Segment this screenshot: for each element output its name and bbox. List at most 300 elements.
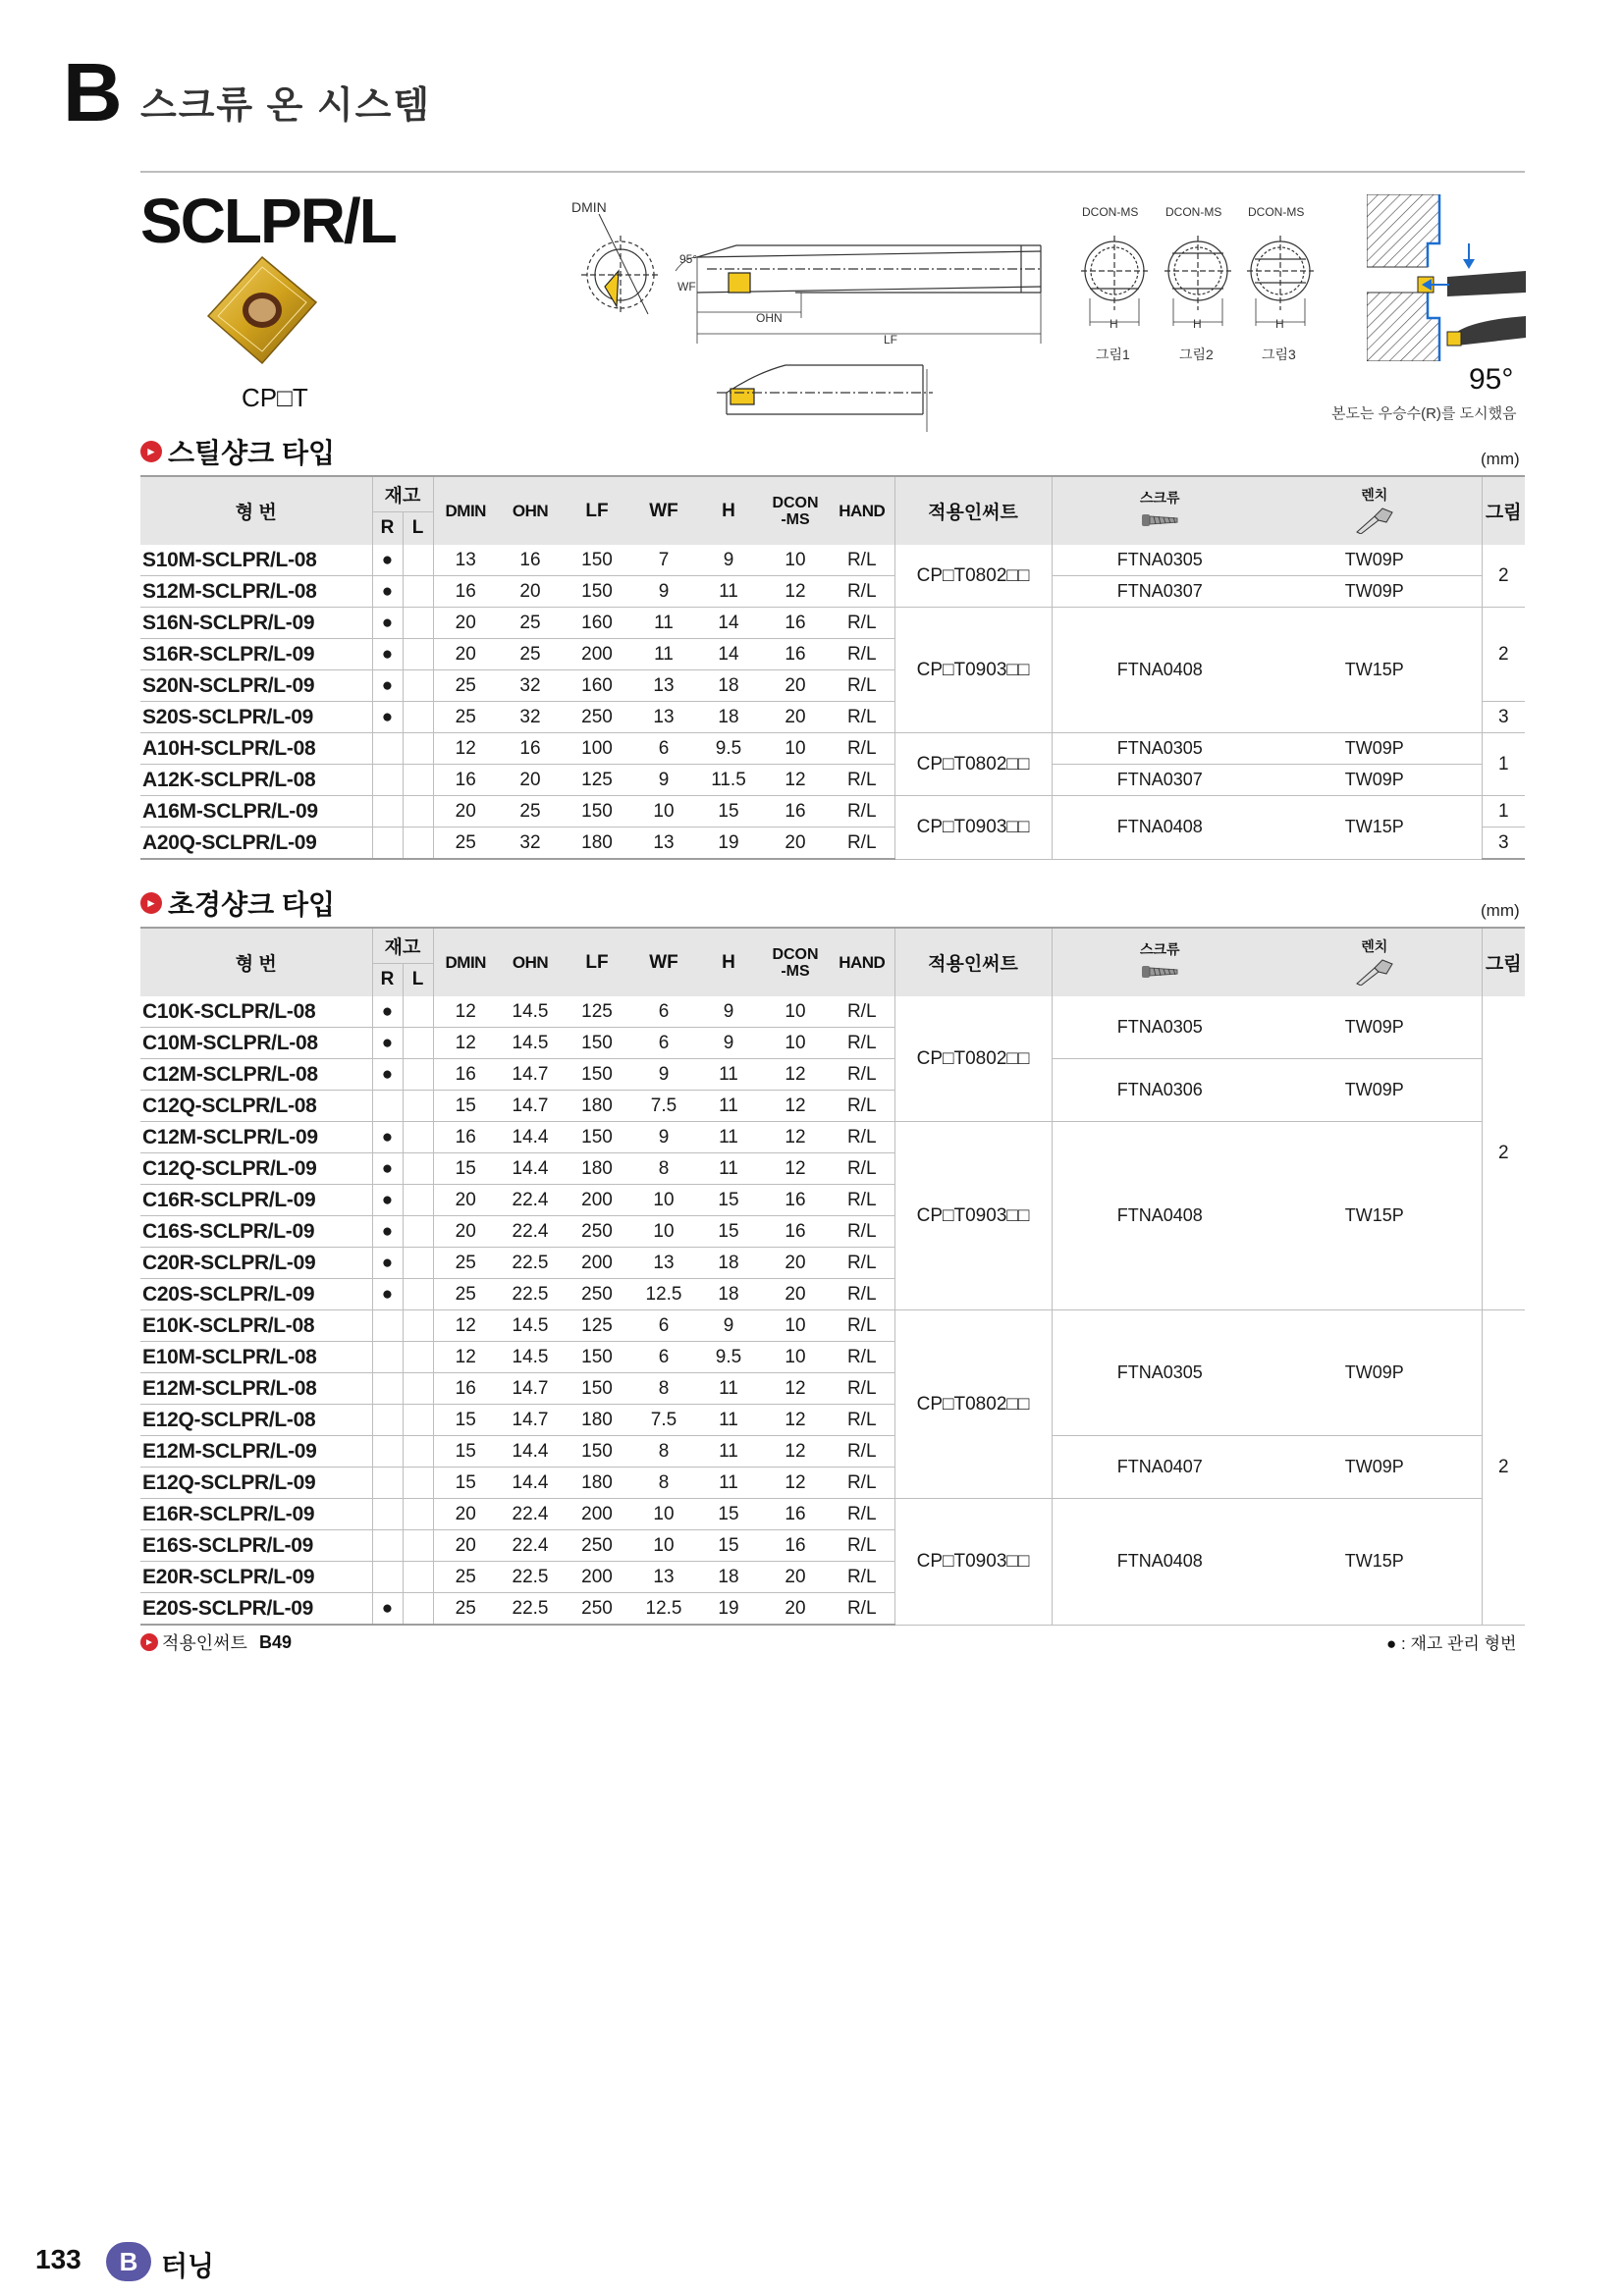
screw-cell: FTNA0408 (1052, 1499, 1268, 1626)
model-cell: C20S-SCLPR/L-09 (140, 1279, 372, 1310)
hand-cell: R/L (830, 670, 894, 702)
stock-r-cell: ● (372, 1279, 403, 1310)
stock-l-cell (403, 1405, 433, 1436)
insert-cell: CP□T0802□□ (894, 733, 1052, 796)
steel-shank-heading-text: 스틸샹크 타입 (168, 438, 336, 468)
model-cell: C12M-SCLPR/L-09 (140, 1122, 372, 1153)
model-cell: A12K-SCLPR/L-08 (140, 765, 372, 796)
dcon-cell: 10 (761, 1028, 830, 1059)
stock-l-cell (403, 639, 433, 670)
dcon-cell: 20 (761, 670, 830, 702)
dcon-cell: 12 (761, 765, 830, 796)
stock-l-cell (403, 1028, 433, 1059)
lf-cell: 150 (563, 576, 631, 608)
model-cell: A16M-SCLPR/L-09 (140, 796, 372, 828)
hand-cell: R/L (830, 1028, 894, 1059)
wf-cell: 6 (631, 1028, 696, 1059)
lf-cell: 125 (563, 996, 631, 1028)
stock-r-cell: ● (372, 1028, 403, 1059)
dmin-cell: 15 (433, 1153, 498, 1185)
figure-cell: 2 (1482, 608, 1525, 702)
h-label-3: H (1275, 317, 1284, 331)
dcon-cell: 12 (761, 1373, 830, 1405)
lf-cell: 200 (563, 639, 631, 670)
wrench-icon (1353, 505, 1396, 534)
table-row (140, 996, 1525, 1028)
h-cell: 11 (696, 1373, 761, 1405)
dcon-cell: 20 (761, 1593, 830, 1626)
figure-cell: 2 (1482, 1310, 1525, 1626)
stock-l-cell (403, 828, 433, 860)
wrench-icon (1353, 956, 1396, 986)
insert-reference-link[interactable] (140, 1629, 292, 1655)
col-insert: 적용인써트 (894, 476, 1052, 545)
insert-cell: CP□T0802□□ (894, 1310, 1052, 1499)
stock-r-cell: ● (372, 1153, 403, 1185)
h-cell: 9 (696, 1028, 761, 1059)
col-wf: WF (631, 476, 696, 545)
lf-cell: 150 (563, 1373, 631, 1405)
model-cell: E12M-SCLPR/L-08 (140, 1373, 372, 1405)
wrench-cell: TW15P (1268, 1499, 1482, 1626)
ohn-cell: 22.4 (498, 1185, 563, 1216)
h-cell: 9 (696, 996, 761, 1028)
lf-cell: 250 (563, 1216, 631, 1248)
dcon-ms-label-2: DCON-MS (1165, 205, 1222, 219)
ohn-cell: 22.5 (498, 1279, 563, 1310)
dcon-ms-label-1: DCON-MS (1082, 205, 1139, 219)
model-cell: C20R-SCLPR/L-09 (140, 1248, 372, 1279)
lf-cell: 150 (563, 796, 631, 828)
wrench-cell: TW09P (1268, 733, 1482, 765)
stock-l-cell (403, 1279, 433, 1310)
display-note: 본도는 우승수(R)를 도시했음 (1331, 405, 1517, 422)
stock-r-cell: ● (372, 1185, 403, 1216)
stock-l-cell (403, 670, 433, 702)
h-cell: 11 (696, 1122, 761, 1153)
screw-cell: FTNA0408 (1052, 796, 1268, 860)
dmin-cell: 13 (433, 545, 498, 576)
carbide-shank-heading (140, 883, 335, 923)
model-cell: C10K-SCLPR/L-08 (140, 996, 372, 1028)
wrench-cell: TW09P (1268, 1310, 1482, 1436)
h-cell: 19 (696, 1593, 761, 1626)
lf-cell: 180 (563, 1405, 631, 1436)
ohn-cell: 14.7 (498, 1405, 563, 1436)
stock-r-cell (372, 1562, 403, 1593)
hand-cell: R/L (830, 1248, 894, 1279)
dmin-cell: 20 (433, 796, 498, 828)
col-hand: HAND (830, 928, 894, 996)
stock-l-cell (403, 796, 433, 828)
dcon-cell: 20 (761, 702, 830, 733)
stock-r-cell (372, 1499, 403, 1530)
model-cell: S12M-SCLPR/L-08 (140, 576, 372, 608)
col-stock-l: L (403, 511, 433, 545)
lf-cell: 180 (563, 1091, 631, 1122)
stock-r-cell (372, 1468, 403, 1499)
lf-cell: 180 (563, 1468, 631, 1499)
ohn-cell: 14.5 (498, 1310, 563, 1342)
stock-r-cell: ● (372, 639, 403, 670)
hand-cell: R/L (830, 639, 894, 670)
stock-l-cell (403, 1248, 433, 1279)
fig1-label: 그림1 (1096, 347, 1130, 362)
insert-cell: CP□T0903□□ (894, 1499, 1052, 1626)
stock-r-cell (372, 1310, 403, 1342)
wrench-cell: TW09P (1268, 1059, 1482, 1122)
ohn-cell: 20 (498, 576, 563, 608)
hand-cell: R/L (830, 1310, 894, 1342)
screw-cell: FTNA0307 (1052, 576, 1268, 608)
steel-shank-table (140, 475, 1525, 860)
approach-angle: 95° (1469, 363, 1514, 396)
col-dcon-line1: DCON (772, 945, 819, 963)
dmin-cell: 12 (433, 1028, 498, 1059)
dmin-cell: 25 (433, 1562, 498, 1593)
lf-label: LF (884, 333, 898, 347)
stock-l-cell (403, 1373, 433, 1405)
dmin-cell: 25 (433, 702, 498, 733)
machining-section-diagram (1367, 194, 1526, 361)
ohn-cell: 20 (498, 765, 563, 796)
steel-unit: (mm) (1481, 450, 1520, 468)
h-cell: 19 (696, 828, 761, 860)
ohn-cell: 25 (498, 639, 563, 670)
hand-cell: R/L (830, 1091, 894, 1122)
ohn-cell: 22.5 (498, 1593, 563, 1626)
col-figure: 그림 (1482, 476, 1525, 545)
dmin-cell: 16 (433, 1059, 498, 1091)
hand-cell: R/L (830, 1185, 894, 1216)
stock-l-cell (403, 1499, 433, 1530)
dmin-cell: 12 (433, 1310, 498, 1342)
hand-cell: R/L (830, 1216, 894, 1248)
bullet-arrow-icon: ► (140, 892, 162, 914)
h-cell: 18 (696, 1248, 761, 1279)
dmin-cell: 16 (433, 765, 498, 796)
wf-cell: 6 (631, 996, 696, 1028)
dcon-cell: 12 (761, 1153, 830, 1185)
dcon-cell: 16 (761, 1530, 830, 1562)
h-cell: 15 (696, 796, 761, 828)
lf-cell: 160 (563, 608, 631, 639)
wrench-cell: TW09P (1268, 996, 1482, 1059)
figure-cell: 3 (1482, 828, 1525, 860)
h-cell: 18 (696, 702, 761, 733)
hand-cell: R/L (830, 702, 894, 733)
h-cell: 11.5 (696, 765, 761, 796)
stock-l-cell (403, 733, 433, 765)
dcon-cell: 10 (761, 1310, 830, 1342)
model-cell: C12Q-SCLPR/L-08 (140, 1091, 372, 1122)
col-dcon-line2: -MS (781, 962, 810, 980)
link-arrow-icon: ► (140, 1633, 158, 1651)
hand-cell: R/L (830, 996, 894, 1028)
insert-cell: CP□T0802□□ (894, 545, 1052, 608)
hand-cell: R/L (830, 1122, 894, 1153)
stock-l-cell (403, 1530, 433, 1562)
hand-cell: R/L (830, 1153, 894, 1185)
stock-r-cell: ● (372, 702, 403, 733)
ohn-cell: 14.5 (498, 1028, 563, 1059)
wf-cell: 12.5 (631, 1279, 696, 1310)
h-label-1: H (1110, 317, 1118, 331)
boring-bar-diagram (569, 196, 1051, 437)
h-cell: 15 (696, 1185, 761, 1216)
hand-cell: R/L (830, 1468, 894, 1499)
dcon-cell: 12 (761, 1122, 830, 1153)
col-insert: 적용인써트 (894, 928, 1052, 996)
dcon-cell: 20 (761, 828, 830, 860)
dmin-cell: 25 (433, 1279, 498, 1310)
stock-r-cell (372, 765, 403, 796)
lf-cell: 125 (563, 1310, 631, 1342)
stock-r-cell: ● (372, 545, 403, 576)
insert-cell: CP□T0903□□ (894, 796, 1052, 860)
h-cell: 11 (696, 1091, 761, 1122)
model-cell: C12Q-SCLPR/L-09 (140, 1153, 372, 1185)
insert-cell: CP□T0903□□ (894, 608, 1052, 733)
ohn-cell: 32 (498, 702, 563, 733)
hand-cell: R/L (830, 576, 894, 608)
h-cell: 18 (696, 670, 761, 702)
stock-l-cell (403, 1562, 433, 1593)
stock-r-cell: ● (372, 608, 403, 639)
lf-cell: 200 (563, 1499, 631, 1530)
stock-r-cell: ● (372, 996, 403, 1028)
table-row (140, 576, 1525, 608)
hand-cell: R/L (830, 1593, 894, 1626)
wf-cell: 13 (631, 1248, 696, 1279)
h-cell: 11 (696, 1059, 761, 1091)
figure-cell: 2 (1482, 996, 1525, 1310)
col-stock-r: R (372, 511, 403, 545)
h-cell: 9 (696, 1310, 761, 1342)
col-dcon-line2: -MS (781, 510, 810, 528)
dcon-cell: 16 (761, 1499, 830, 1530)
table-row (140, 1499, 1525, 1530)
table-row (140, 1059, 1525, 1091)
stock-l-cell (403, 1436, 433, 1468)
wrench-cell: TW09P (1268, 576, 1482, 608)
lf-cell: 160 (563, 670, 631, 702)
fig2-label: 그림2 (1179, 347, 1214, 362)
col-ohn: OHN (498, 928, 563, 996)
stock-r-cell (372, 828, 403, 860)
ohn-cell: 22.5 (498, 1562, 563, 1593)
col-lf: LF (563, 928, 631, 996)
hand-cell: R/L (830, 1059, 894, 1091)
dcon-cell: 20 (761, 1248, 830, 1279)
h-cell: 14 (696, 608, 761, 639)
col-screw (1052, 928, 1268, 996)
model-cell: A20Q-SCLPR/L-09 (140, 828, 372, 860)
screw-cell: FTNA0407 (1052, 1436, 1268, 1499)
figure-cell: 3 (1482, 702, 1525, 733)
stock-r-cell: ● (372, 1248, 403, 1279)
h-cell: 15 (696, 1530, 761, 1562)
carbide-shank-heading-text: 초경샹크 타입 (168, 889, 336, 920)
col-model: 형 번 (140, 928, 372, 996)
header-divider (140, 171, 1525, 173)
stock-r-cell: ● (372, 1059, 403, 1091)
hand-cell: R/L (830, 1342, 894, 1373)
dcon-cell: 16 (761, 1185, 830, 1216)
col-screw-label: 스크류 (1139, 941, 1180, 957)
col-dmin: DMIN (433, 928, 498, 996)
ohn-cell: 14.7 (498, 1059, 563, 1091)
dmin-cell: 12 (433, 996, 498, 1028)
wrench-cell: TW15P (1268, 1122, 1482, 1310)
stock-l-cell (403, 1593, 433, 1626)
screw-cell: FTNA0305 (1052, 1310, 1268, 1436)
hand-cell: R/L (830, 733, 894, 765)
wf-cell: 8 (631, 1468, 696, 1499)
wf-cell: 10 (631, 796, 696, 828)
dmin-cell: 16 (433, 576, 498, 608)
lf-cell: 200 (563, 1185, 631, 1216)
stock-r-cell (372, 1091, 403, 1122)
col-h: H (696, 476, 761, 545)
dcon-cell: 10 (761, 996, 830, 1028)
lf-cell: 250 (563, 1593, 631, 1626)
lf-cell: 250 (563, 1530, 631, 1562)
h-cell: 15 (696, 1216, 761, 1248)
wf-cell: 13 (631, 702, 696, 733)
h-cell: 11 (696, 1468, 761, 1499)
lf-cell: 125 (563, 765, 631, 796)
dcon-cell: 12 (761, 1436, 830, 1468)
stock-l-cell (403, 1468, 433, 1499)
insert-cell: CP□T0903□□ (894, 1122, 1052, 1310)
dmin-cell: 12 (433, 1342, 498, 1373)
wf-label: WF (677, 280, 696, 294)
lf-cell: 200 (563, 1562, 631, 1593)
wf-cell: 6 (631, 1310, 696, 1342)
ohn-cell: 16 (498, 733, 563, 765)
h-cell: 11 (696, 1405, 761, 1436)
stock-l-cell (403, 702, 433, 733)
col-wrench (1268, 928, 1482, 996)
ohn-cell: 14.5 (498, 1342, 563, 1373)
ohn-cell: 22.4 (498, 1216, 563, 1248)
col-dcon (761, 476, 830, 545)
lf-cell: 200 (563, 1248, 631, 1279)
h-label-2: H (1193, 317, 1202, 331)
wf-cell: 7.5 (631, 1091, 696, 1122)
dmin-cell: 20 (433, 1185, 498, 1216)
wrench-cell: TW15P (1268, 608, 1482, 733)
col-figure: 그림 (1482, 928, 1525, 996)
lf-cell: 150 (563, 1342, 631, 1373)
model-cell: S10M-SCLPR/L-08 (140, 545, 372, 576)
figure-cell: 2 (1482, 545, 1525, 608)
stock-l-cell (403, 1122, 433, 1153)
lf-cell: 250 (563, 702, 631, 733)
hand-cell: R/L (830, 1530, 894, 1562)
dcon-cell: 16 (761, 639, 830, 670)
screw-icon (1138, 959, 1181, 983)
lf-cell: 150 (563, 545, 631, 576)
lf-cell: 150 (563, 1059, 631, 1091)
wf-cell: 8 (631, 1373, 696, 1405)
dmin-cell: 25 (433, 828, 498, 860)
dcon-cell: 16 (761, 1216, 830, 1248)
stock-r-cell: ● (372, 1593, 403, 1626)
wf-cell: 8 (631, 1153, 696, 1185)
page-number: 133 (35, 2244, 81, 2274)
dmin-cell: 20 (433, 1216, 498, 1248)
stock-l-cell (403, 608, 433, 639)
wf-cell: 9 (631, 765, 696, 796)
stock-l-cell (403, 765, 433, 796)
dcon-cell: 12 (761, 1091, 830, 1122)
col-screw (1052, 476, 1268, 545)
hand-cell: R/L (830, 545, 894, 576)
dmin-cell: 16 (433, 1373, 498, 1405)
dmin-cell: 25 (433, 1593, 498, 1626)
wf-cell: 9 (631, 1059, 696, 1091)
model-cell: C12M-SCLPR/L-08 (140, 1059, 372, 1091)
model-cell: E12Q-SCLPR/L-08 (140, 1405, 372, 1436)
stock-l-cell (403, 576, 433, 608)
screw-cell: FTNA0307 (1052, 765, 1268, 796)
stock-r-cell (372, 1342, 403, 1373)
stock-l-cell (403, 1216, 433, 1248)
section-title: 스크류 온 시스템 (140, 85, 432, 127)
model-cell: E10K-SCLPR/L-08 (140, 1310, 372, 1342)
col-lf: LF (563, 476, 631, 545)
model-cell: C16S-SCLPR/L-09 (140, 1216, 372, 1248)
table-row (140, 1436, 1525, 1468)
dcon-cell: 16 (761, 608, 830, 639)
bullet-arrow-icon: ► (140, 441, 162, 462)
table-row (140, 733, 1525, 765)
carbide-table-body (140, 996, 1525, 1625)
col-dcon (761, 928, 830, 996)
ohn-cell: 22.5 (498, 1248, 563, 1279)
dcon-cell: 12 (761, 576, 830, 608)
dcon-cell: 12 (761, 1405, 830, 1436)
h-cell: 11 (696, 1153, 761, 1185)
lf-cell: 150 (563, 1122, 631, 1153)
model-cell: E12Q-SCLPR/L-09 (140, 1468, 372, 1499)
hand-cell: R/L (830, 1405, 894, 1436)
h-cell: 18 (696, 1279, 761, 1310)
lf-cell: 180 (563, 1153, 631, 1185)
col-dcon-line1: DCON (772, 494, 819, 511)
ohn-cell: 14.5 (498, 996, 563, 1028)
ohn-cell: 32 (498, 670, 563, 702)
screw-cell: FTNA0305 (1052, 545, 1268, 576)
col-screw-label: 스크류 (1139, 490, 1180, 506)
insert-type-label: CP□T (242, 383, 308, 412)
stock-l-cell (403, 1310, 433, 1342)
dcon-cell: 20 (761, 1279, 830, 1310)
model-cell: S16R-SCLPR/L-09 (140, 639, 372, 670)
col-stock-l: L (403, 963, 433, 996)
stock-r-cell (372, 1436, 403, 1468)
lf-cell: 150 (563, 1028, 631, 1059)
ohn-cell: 22.4 (498, 1530, 563, 1562)
model-cell: S20S-SCLPR/L-09 (140, 702, 372, 733)
lf-cell: 180 (563, 828, 631, 860)
wf-cell: 11 (631, 608, 696, 639)
stock-r-cell: ● (372, 670, 403, 702)
col-stock-r: R (372, 963, 403, 996)
model-cell: A10H-SCLPR/L-08 (140, 733, 372, 765)
